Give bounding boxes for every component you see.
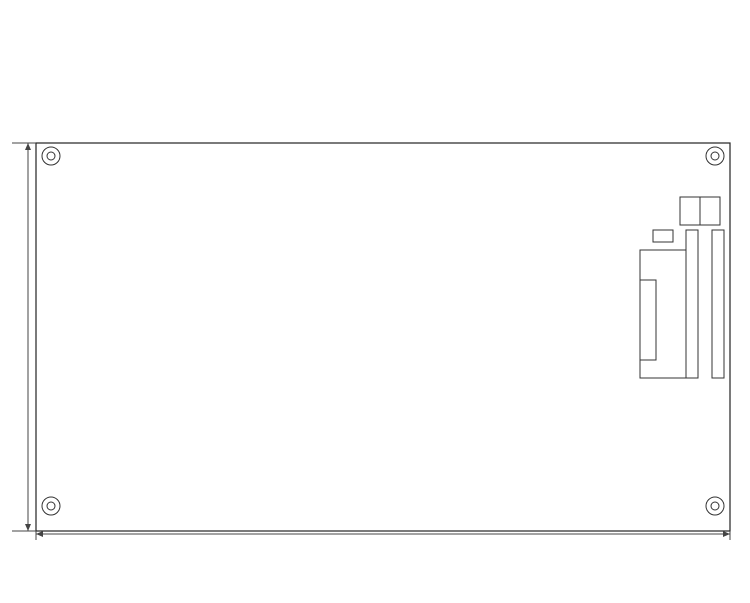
dimension-width [36,531,730,540]
board-outline [36,143,730,531]
right-side-components [640,197,724,378]
small-component [653,230,673,242]
pio-header-2 [712,230,724,378]
pio-header-1 [686,230,698,378]
mounting-holes [42,147,724,515]
dimension-height [12,143,36,531]
db-connector-body [640,250,686,378]
